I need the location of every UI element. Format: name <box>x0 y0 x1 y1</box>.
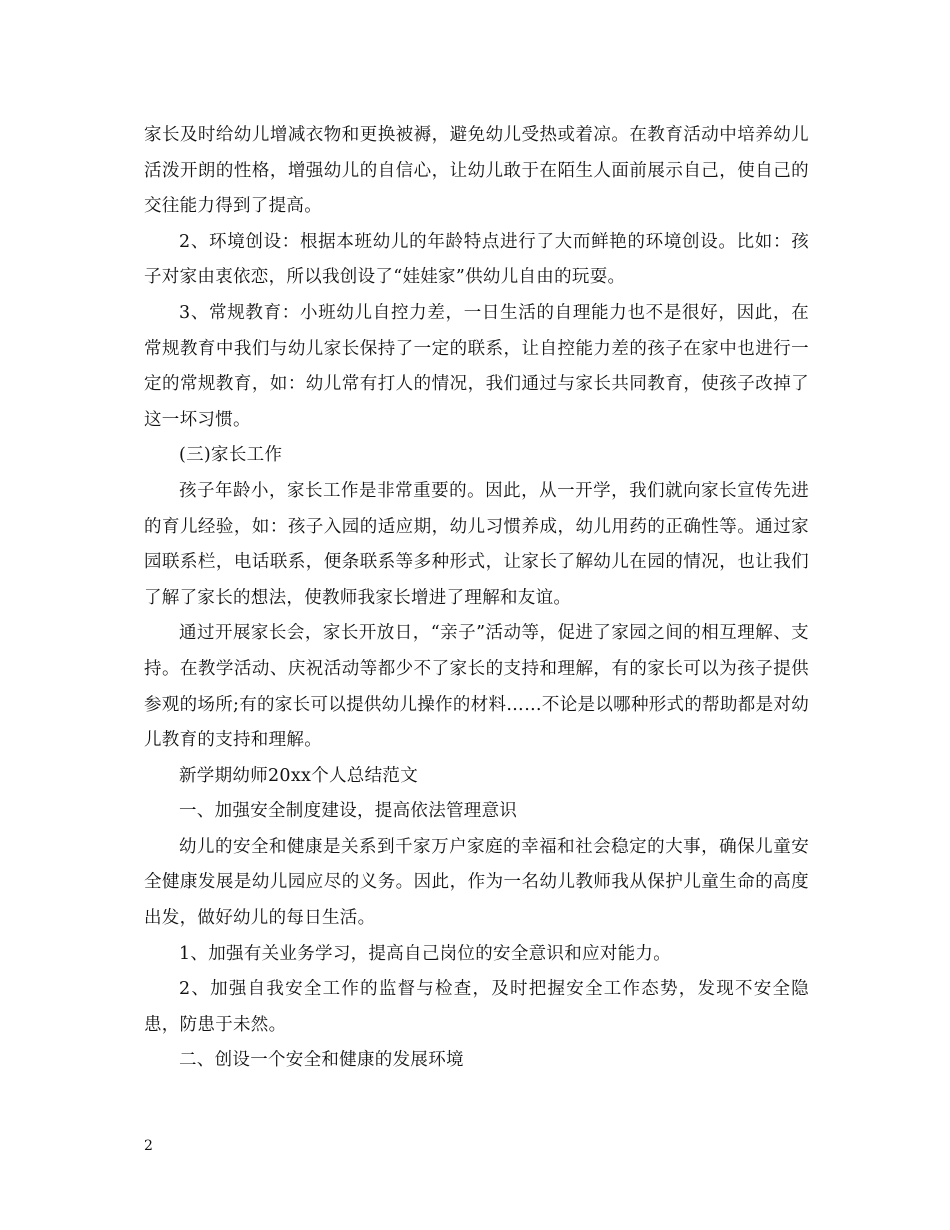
paragraph-2: 2、环境创设：根据本班幼儿的年龄特点进行了大而鲜艳的环境创设。比如：孩子对家由衷依恋，所以我创设了“娃娃家”供幼儿自由的玩耍。 <box>144 231 809 288</box>
paragraph-11: 2、加强自我安全工作的监督与检查，及时把握安全工作态势，发现不安全隐患，防患于未然。 <box>144 979 809 1035</box>
document-body <box>144 118 809 1079</box>
paragraph-9: 幼儿的安全和健康是关系到千家万户家庭的幸福和社会稳定的大事，确保儿童安全健康发展是幼儿园应尽的义务。因此，作为一名幼儿教师我从保护儿童生命的高度出发，做好幼儿的每日生活。 <box>144 836 809 929</box>
article-title: 新学期幼师20xx个人总结范文 <box>179 765 419 786</box>
page-number: 2 <box>144 1138 153 1154</box>
section-heading-parent-work: (三)家长工作 <box>179 445 283 466</box>
paragraph-5: 孩子年龄小，家长工作是非常重要的。因此，从一开学，我们就向家长宣传先进的育儿经验，如：孩子入园的适应期，幼儿习惯养成，幼儿用药的正确性等。通过家园联系栏，电话联系，便条联系等多种形式，让家长了解幼儿在园的情况，也让我们了解了家长的想法，使教师我家长增进了理解和友谊。 <box>144 480 809 608</box>
section-heading-1: 一、加强安全制度建设，提高依法管理意识 <box>179 801 518 822</box>
section-heading-2: 二、创设一个安全和健康的发展环境 <box>179 1050 464 1071</box>
paragraph-1: 家长及时给幼儿增减衣物和更换被褥，避免幼儿受热或着凉。在教育活动中培养幼儿活泼开朗的性格，增强幼儿的自信心，让幼儿敢于在陌生人面前展示自己，使自己的交往能力得到了提高。 <box>144 125 809 217</box>
paragraph-3: 3、常规教育：小班幼儿自控力差，一日生活的自理能力也不是很好，因此，在常规教育中我们与幼儿家长保持了一定的联系，让自控能力差的孩子在家中也进行一定的常规教育，如：幼儿常有打人的情况，我们通过与家长共同教育，使孩子改掉了这一坏习惯。 <box>144 302 809 430</box>
paragraph-6: 通过开展家长会，家长开放日，“亲子”活动等，促进了家园之间的相互理解、支持。在教学活动、庆祝活动等都少不了家长的支持和理解，有的家长可以为孩子提供参观的场所;有的家长可以提供幼儿操作的材料……不论是以哪种形式的帮助都是对幼儿教育的支持和理解。 <box>144 623 809 751</box>
paragraph-10: 1、加强有关业务学习，提高自己岗位的安全意识和应对能力。 <box>179 943 672 964</box>
